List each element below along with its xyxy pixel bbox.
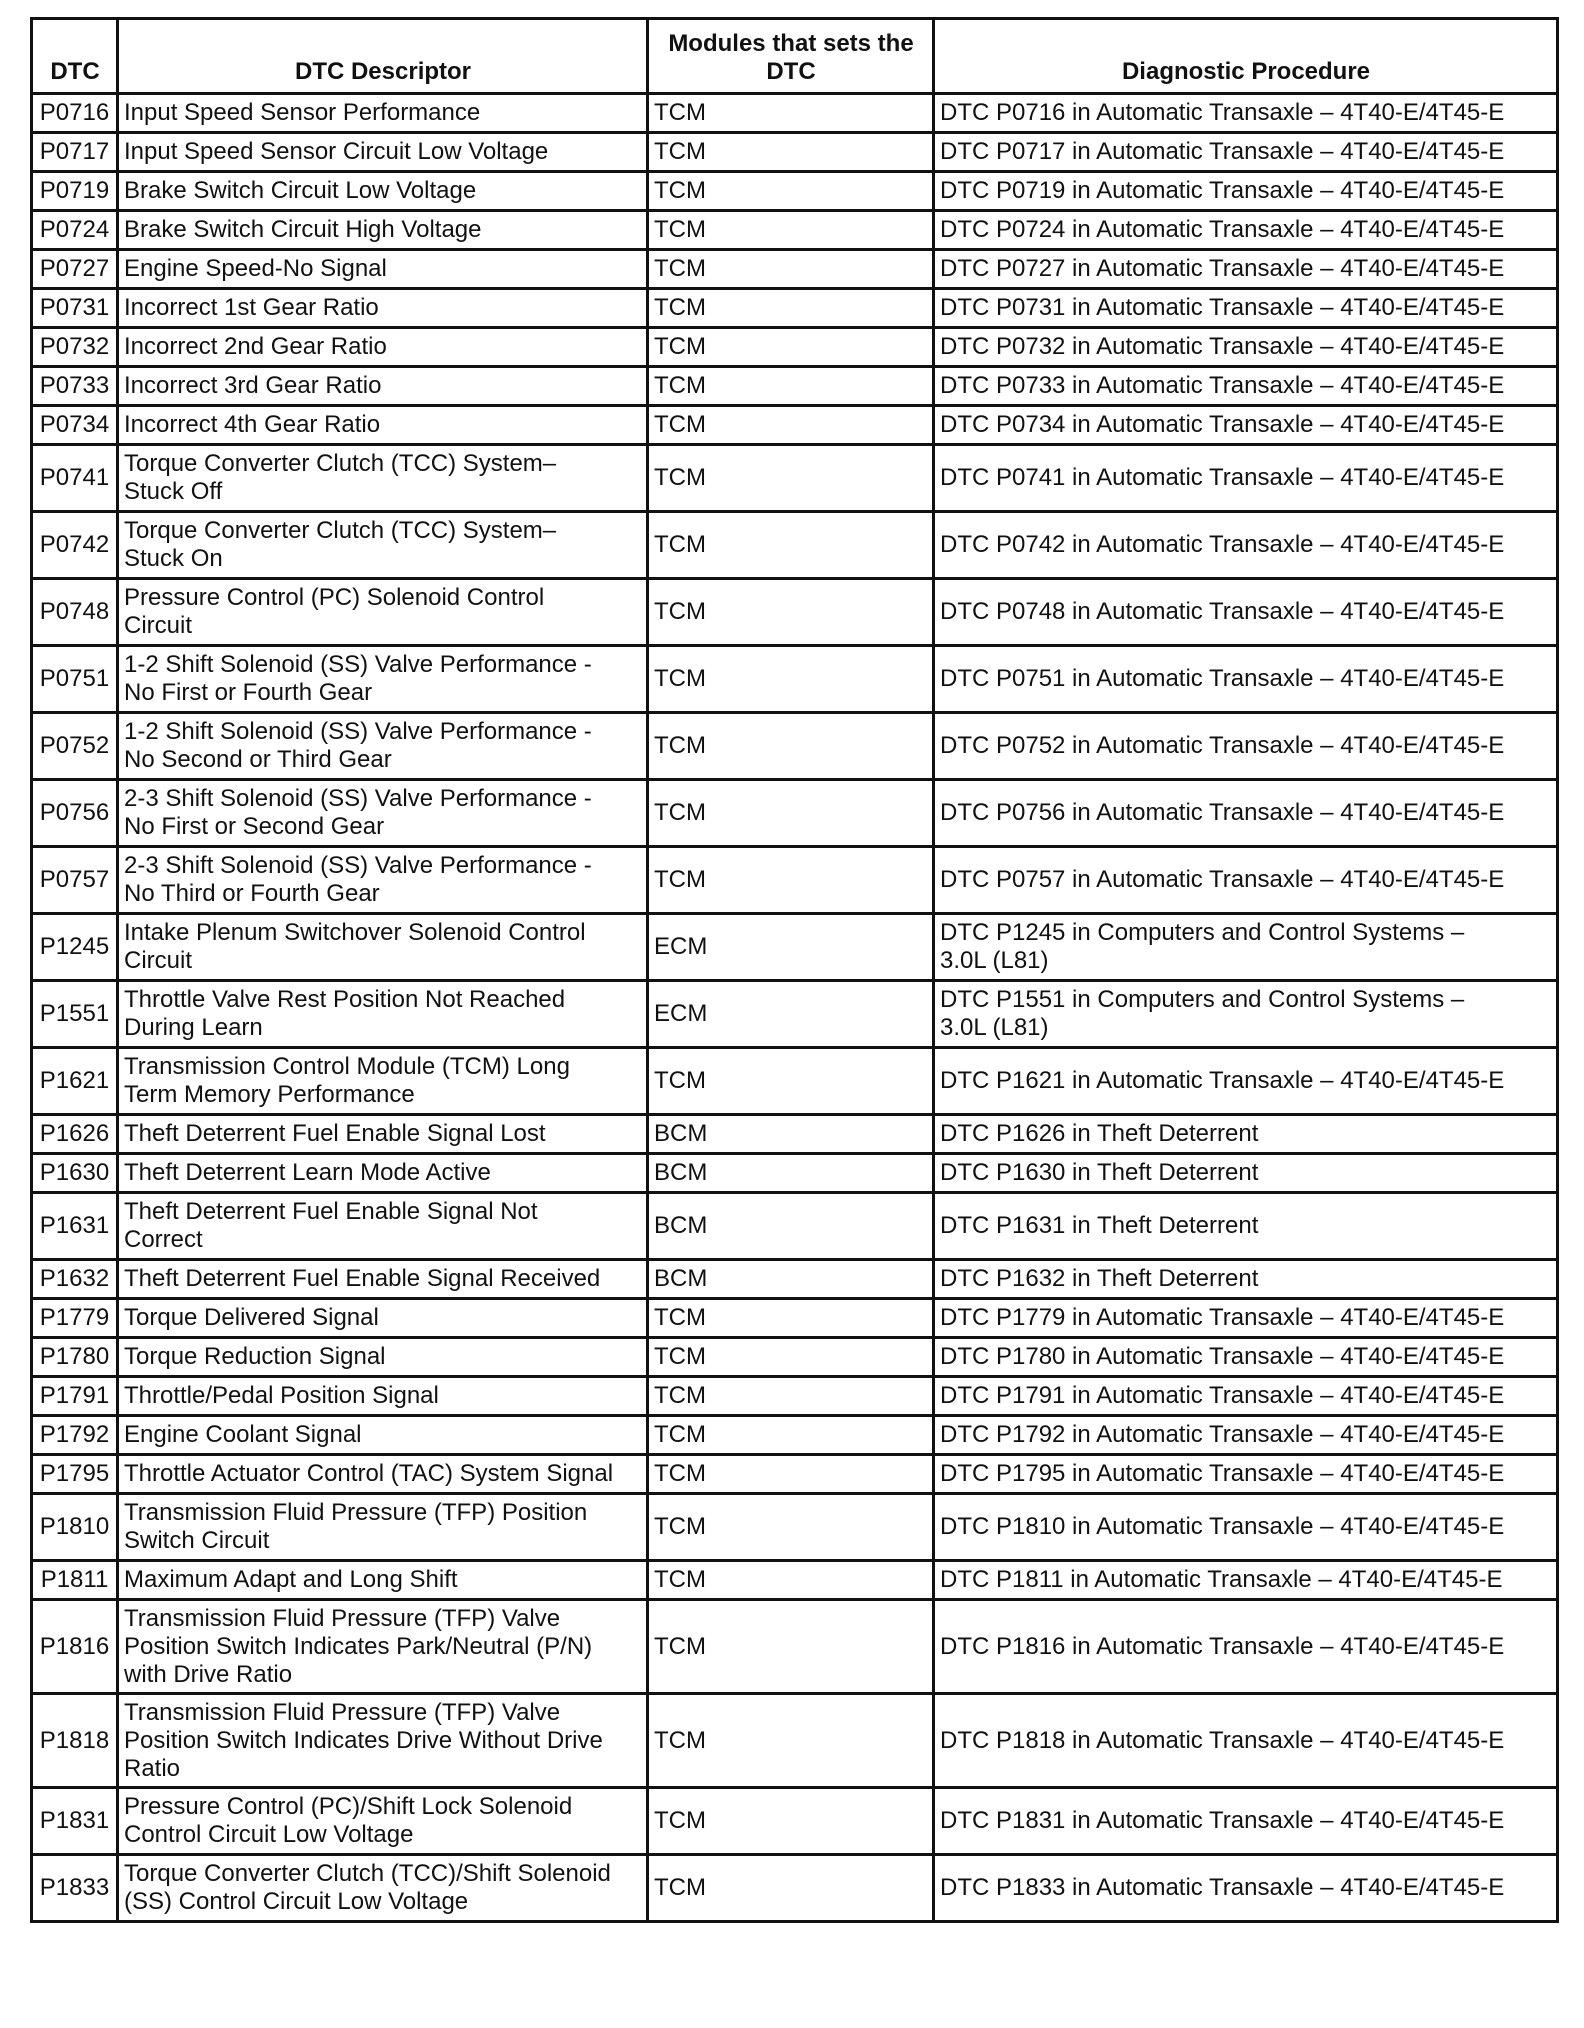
dtc-cell: P1626 [32,1115,118,1154]
table-row [32,211,1558,250]
module-cell: TCM [648,780,934,847]
table-row [32,1338,1558,1377]
dtc-cell: P1779 [32,1299,118,1338]
procedure-cell: DTC P0756 in Automatic Transaxle – 4T40-E/4T45-E [934,780,1558,847]
dtc-cell: P0716 [32,94,118,133]
table-row [32,780,1558,847]
module-cell: BCM [648,1260,934,1299]
table-row [32,94,1558,133]
table-row [32,1416,1558,1455]
descriptor-cell: Throttle Actuator Control (TAC) System Signal [118,1455,648,1494]
descriptor-cell: Pressure Control (PC) Solenoid Control Circuit [118,579,648,646]
descriptor-cell: Incorrect 3rd Gear Ratio [118,367,648,406]
table-row [32,406,1558,445]
descriptor-cell: Torque Delivered Signal [118,1299,648,1338]
table-row [32,914,1558,981]
table-body [32,94,1558,1922]
descriptor-cell: 1-2 Shift Solenoid (SS) Valve Performance - No Second or Third Gear [118,713,648,780]
dtc-cell: P1630 [32,1154,118,1193]
dtc-cell: P1831 [32,1788,118,1855]
module-cell: TCM [648,1416,934,1455]
module-cell: TCM [648,579,934,646]
descriptor-cell: Brake Switch Circuit High Voltage [118,211,648,250]
procedure-cell: DTC P1792 in Automatic Transaxle – 4T40-E/4T45-E [934,1416,1558,1455]
module-cell: BCM [648,1115,934,1154]
module-cell: TCM [648,133,934,172]
descriptor-cell: Throttle Valve Rest Position Not Reached During Learn [118,981,648,1048]
header-procedure: Diagnostic Procedure [934,19,1558,94]
dtc-cell: P0748 [32,579,118,646]
module-cell: TCM [648,367,934,406]
procedure-cell: DTC P1245 in Computers and Control Systems – 3.0L (L81) [934,914,1558,981]
dtc-cell: P1632 [32,1260,118,1299]
module-cell: TCM [648,1377,934,1416]
descriptor-cell: Incorrect 4th Gear Ratio [118,406,648,445]
table-row [32,1115,1558,1154]
module-cell: TCM [648,1561,934,1600]
module-cell: TCM [648,406,934,445]
table-row [32,1299,1558,1338]
table-row [32,847,1558,914]
header-module: Modules that sets the DTC [648,19,934,94]
module-cell: TCM [648,250,934,289]
descriptor-cell: Theft Deterrent Fuel Enable Signal Received [118,1260,648,1299]
module-cell: TCM [648,1600,934,1694]
descriptor-cell: 1-2 Shift Solenoid (SS) Valve Performance - No First or Fourth Gear [118,646,648,713]
module-cell: TCM [648,1855,934,1922]
module-cell: BCM [648,1154,934,1193]
header-dtc: DTC [32,19,118,94]
dtc-cell: P1833 [32,1855,118,1922]
dtc-cell: P0727 [32,250,118,289]
descriptor-cell: Pressure Control (PC)/Shift Lock Solenoid Control Circuit Low Voltage [118,1788,648,1855]
dtc-table [30,17,1559,1923]
dtc-cell: P1795 [32,1455,118,1494]
table-header [32,19,1558,94]
table-row [32,1788,1558,1855]
table-row [32,646,1558,713]
procedure-cell: DTC P0727 in Automatic Transaxle – 4T40-E/4T45-E [934,250,1558,289]
module-cell: TCM [648,847,934,914]
module-cell: TCM [648,1338,934,1377]
dtc-cell: P1810 [32,1494,118,1561]
descriptor-cell: Torque Converter Clutch (TCC) System– Stuck Off [118,445,648,512]
table-row [32,367,1558,406]
dtc-cell: P0724 [32,211,118,250]
module-cell: ECM [648,981,934,1048]
table-row [32,1455,1558,1494]
descriptor-cell: Input Speed Sensor Performance [118,94,648,133]
module-cell: TCM [648,646,934,713]
module-cell: TCM [648,1048,934,1115]
dtc-cell: P0734 [32,406,118,445]
descriptor-cell: Brake Switch Circuit Low Voltage [118,172,648,211]
descriptor-cell: Transmission Fluid Pressure (TFP) Valve Position Switch Indicates Park/Neutral (P/N) with Drive Ratio [118,1600,648,1694]
table-row [32,172,1558,211]
procedure-cell: DTC P0724 in Automatic Transaxle – 4T40-E/4T45-E [934,211,1558,250]
procedure-cell: DTC P0757 in Automatic Transaxle – 4T40-E/4T45-E [934,847,1558,914]
descriptor-cell: Incorrect 2nd Gear Ratio [118,328,648,367]
procedure-cell: DTC P0748 in Automatic Transaxle – 4T40-E/4T45-E [934,579,1558,646]
dtc-cell: P1811 [32,1561,118,1600]
header-row [32,19,1558,94]
module-cell: TCM [648,445,934,512]
dtc-cell: P1551 [32,981,118,1048]
procedure-cell: DTC P0742 in Automatic Transaxle – 4T40-E/4T45-E [934,512,1558,579]
procedure-cell: DTC P1626 in Theft Deterrent [934,1115,1558,1154]
module-cell: TCM [648,289,934,328]
descriptor-cell: Throttle/Pedal Position Signal [118,1377,648,1416]
procedure-cell: DTC P1818 in Automatic Transaxle – 4T40-E/4T45-E [934,1694,1558,1788]
dtc-cell: P1780 [32,1338,118,1377]
descriptor-cell: Torque Reduction Signal [118,1338,648,1377]
table-row [32,713,1558,780]
dtc-cell: P0752 [32,713,118,780]
table-row [32,445,1558,512]
descriptor-cell: Theft Deterrent Learn Mode Active [118,1154,648,1193]
table-row [32,1561,1558,1600]
descriptor-cell: 2-3 Shift Solenoid (SS) Valve Performance - No First or Second Gear [118,780,648,847]
dtc-cell: P0719 [32,172,118,211]
descriptor-cell: Intake Plenum Switchover Solenoid Control Circuit [118,914,648,981]
dtc-cell: P1792 [32,1416,118,1455]
dtc-cell: P1621 [32,1048,118,1115]
descriptor-cell: Torque Converter Clutch (TCC)/Shift Solenoid (SS) Control Circuit Low Voltage [118,1855,648,1922]
table-row [32,328,1558,367]
descriptor-cell: Theft Deterrent Fuel Enable Signal Not Correct [118,1193,648,1260]
procedure-cell: DTC P1833 in Automatic Transaxle – 4T40-E/4T45-E [934,1855,1558,1922]
table-row [32,250,1558,289]
descriptor-cell: Transmission Fluid Pressure (TFP) Valve Position Switch Indicates Drive Without Drive Ratio [118,1694,648,1788]
table-row [32,1048,1558,1115]
procedure-cell: DTC P1630 in Theft Deterrent [934,1154,1558,1193]
descriptor-cell: Engine Speed-No Signal [118,250,648,289]
dtc-cell: P0742 [32,512,118,579]
dtc-cell: P0757 [32,847,118,914]
table-row [32,1193,1558,1260]
module-cell: TCM [648,94,934,133]
dtc-cell: P1818 [32,1694,118,1788]
procedure-cell: DTC P1791 in Automatic Transaxle – 4T40-E/4T45-E [934,1377,1558,1416]
descriptor-cell: 2-3 Shift Solenoid (SS) Valve Performance - No Third or Fourth Gear [118,847,648,914]
descriptor-cell: Transmission Control Module (TCM) Long Term Memory Performance [118,1048,648,1115]
procedure-cell: DTC P1795 in Automatic Transaxle – 4T40-E/4T45-E [934,1455,1558,1494]
module-cell: BCM [648,1193,934,1260]
module-cell: TCM [648,172,934,211]
dtc-cell: P0717 [32,133,118,172]
descriptor-cell: Transmission Fluid Pressure (TFP) Position Switch Circuit [118,1494,648,1561]
procedure-cell: DTC P0719 in Automatic Transaxle – 4T40-E/4T45-E [934,172,1558,211]
table-row [32,1494,1558,1561]
procedure-cell: DTC P1780 in Automatic Transaxle – 4T40-E/4T45-E [934,1338,1558,1377]
module-cell: TCM [648,328,934,367]
table-row [32,1377,1558,1416]
procedure-cell: DTC P1631 in Theft Deterrent [934,1193,1558,1260]
dtc-cell: P1631 [32,1193,118,1260]
procedure-cell: DTC P0717 in Automatic Transaxle – 4T40-E/4T45-E [934,133,1558,172]
dtc-cell: P0732 [32,328,118,367]
procedure-cell: DTC P0732 in Automatic Transaxle – 4T40-E/4T45-E [934,328,1558,367]
descriptor-cell: Maximum Adapt and Long Shift [118,1561,648,1600]
module-cell: TCM [648,713,934,780]
descriptor-cell: Incorrect 1st Gear Ratio [118,289,648,328]
procedure-cell: DTC P1551 in Computers and Control Systems – 3.0L (L81) [934,981,1558,1048]
header-descriptor: DTC Descriptor [118,19,648,94]
table-row [32,512,1558,579]
module-cell: ECM [648,914,934,981]
procedure-cell: DTC P0731 in Automatic Transaxle – 4T40-E/4T45-E [934,289,1558,328]
table-row [32,1154,1558,1193]
procedure-cell: DTC P0751 in Automatic Transaxle – 4T40-E/4T45-E [934,646,1558,713]
table-row [32,289,1558,328]
descriptor-cell: Input Speed Sensor Circuit Low Voltage [118,133,648,172]
table-row [32,579,1558,646]
dtc-cell: P0731 [32,289,118,328]
table-row [32,1260,1558,1299]
procedure-cell: DTC P0752 in Automatic Transaxle – 4T40-E/4T45-E [934,713,1558,780]
procedure-cell: DTC P0733 in Automatic Transaxle – 4T40-E/4T45-E [934,367,1558,406]
descriptor-cell: Engine Coolant Signal [118,1416,648,1455]
procedure-cell: DTC P0734 in Automatic Transaxle – 4T40-E/4T45-E [934,406,1558,445]
module-cell: TCM [648,1299,934,1338]
module-cell: TCM [648,1455,934,1494]
procedure-cell: DTC P0716 in Automatic Transaxle – 4T40-E/4T45-E [934,94,1558,133]
procedure-cell: DTC P1831 in Automatic Transaxle – 4T40-E/4T45-E [934,1788,1558,1855]
procedure-cell: DTC P1811 in Automatic Transaxle – 4T40-E/4T45-E [934,1561,1558,1600]
dtc-cell: P1791 [32,1377,118,1416]
table-row [32,981,1558,1048]
procedure-cell: DTC P1621 in Automatic Transaxle – 4T40-E/4T45-E [934,1048,1558,1115]
procedure-cell: DTC P1810 in Automatic Transaxle – 4T40-E/4T45-E [934,1494,1558,1561]
dtc-cell: P0741 [32,445,118,512]
descriptor-cell: Torque Converter Clutch (TCC) System– Stuck On [118,512,648,579]
procedure-cell: DTC P1779 in Automatic Transaxle – 4T40-E/4T45-E [934,1299,1558,1338]
table-row [32,133,1558,172]
module-cell: TCM [648,1494,934,1561]
module-cell: TCM [648,1694,934,1788]
dtc-cell: P0733 [32,367,118,406]
table-row [32,1855,1558,1922]
procedure-cell: DTC P0741 in Automatic Transaxle – 4T40-E/4T45-E [934,445,1558,512]
module-cell: TCM [648,512,934,579]
module-cell: TCM [648,1788,934,1855]
procedure-cell: DTC P1816 in Automatic Transaxle – 4T40-E/4T45-E [934,1600,1558,1694]
dtc-cell: P0751 [32,646,118,713]
dtc-cell: P1245 [32,914,118,981]
procedure-cell: DTC P1632 in Theft Deterrent [934,1260,1558,1299]
table-row [32,1600,1558,1694]
descriptor-cell: Theft Deterrent Fuel Enable Signal Lost [118,1115,648,1154]
dtc-cell: P0756 [32,780,118,847]
module-cell: TCM [648,211,934,250]
dtc-cell: P1816 [32,1600,118,1694]
table-row [32,1694,1558,1788]
